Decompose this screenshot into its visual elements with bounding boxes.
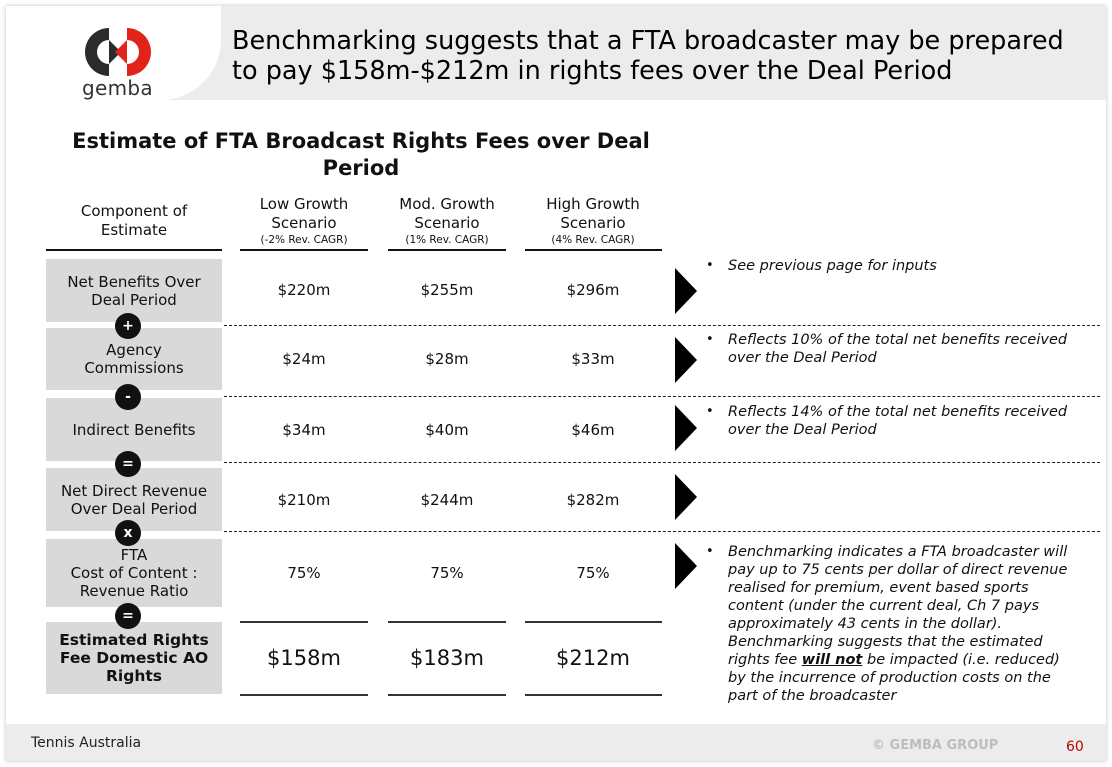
equals-operator-icon: = xyxy=(115,603,141,629)
dashed-divider xyxy=(224,325,1100,326)
arrow-icon xyxy=(675,543,697,589)
note-5: • Benchmarking indicates a FTA broadcaster will pay up to 75 cents per dollar of direct revenue realised for premium, event based sports content (under the current deal, Ch 7 pays approximately 43 cents in the dollar). Benchmarking suggests that the estimated rights fee will not be impacted (i.e. reduced) by the incurrence of production costs on the part of the broadcaster xyxy=(706,544,1068,704)
row-label-net-direct: Net Direct Revenue Over Deal Period xyxy=(46,468,222,531)
cell-value: $220m xyxy=(277,281,331,299)
arrow-icon xyxy=(675,405,697,451)
row-label-cost-ratio: FTA Cost of Content : Revenue Ratio xyxy=(46,539,222,607)
headline-line-1: Benchmarking suggests that a FTA broadcaster may be prepared xyxy=(232,26,1064,56)
headline-line-2: to pay $158m-$212m in rights fees over the Deal Period xyxy=(232,56,953,86)
cell-value: $33m xyxy=(571,350,615,368)
header-rule xyxy=(46,249,222,251)
row-label-estimated-rights: Estimated Rights Fee Domestic AO Rights xyxy=(46,622,222,694)
result-rule xyxy=(388,621,506,623)
note-2: • Reflects 10% of the total net benefits received over the Deal Period xyxy=(706,332,1068,366)
header-rule xyxy=(388,249,506,251)
footer-copyright: © GEMBA GROUP xyxy=(872,738,999,753)
cell-value: 75% xyxy=(287,564,321,582)
result-value-low: $158m xyxy=(267,646,341,670)
cell-value: 75% xyxy=(576,564,610,582)
result-value-high: $212m xyxy=(556,646,630,670)
column-header-mod: Mod. Growth Scenario (1% Rev. CAGR) xyxy=(399,195,495,246)
page-number: 60 xyxy=(1066,739,1084,755)
row-label-indirect: Indirect Benefits xyxy=(46,398,222,461)
dashed-divider xyxy=(224,531,1100,532)
logo-tab xyxy=(6,6,221,100)
column-header-component: Component of Estimate xyxy=(80,202,188,239)
cell-value: $24m xyxy=(282,350,326,368)
logo-text: gemba xyxy=(82,76,153,100)
note-1: • See previous page for inputs xyxy=(706,258,937,274)
page-title xyxy=(232,26,1106,86)
dashed-divider xyxy=(224,396,1100,397)
plus-operator-icon: + xyxy=(115,313,141,339)
cell-value: $255m xyxy=(420,281,474,299)
cell-value: $282m xyxy=(566,491,620,509)
note-3: • Reflects 14% of the total net benefits received over the Deal Period xyxy=(706,404,1068,438)
result-rule xyxy=(240,621,368,623)
result-value-mod: $183m xyxy=(410,646,484,670)
row-label-net-benefits: Net Benefits Over Deal Period xyxy=(46,259,222,322)
result-rule xyxy=(388,694,506,696)
cell-value: $34m xyxy=(282,421,326,439)
header-rule xyxy=(240,249,368,251)
cell-value: 75% xyxy=(430,564,464,582)
result-rule xyxy=(525,694,662,696)
column-header-high: High Growth Scenario (4% Rev. CAGR) xyxy=(546,195,640,246)
header-rule xyxy=(525,249,662,251)
multiply-operator-icon: x xyxy=(115,520,141,546)
footer-client: Tennis Australia xyxy=(31,735,142,751)
cell-value: $244m xyxy=(420,491,474,509)
slide xyxy=(6,6,1106,761)
cell-value: $296m xyxy=(566,281,620,299)
cell-value: $210m xyxy=(277,491,331,509)
cell-value: $40m xyxy=(425,421,469,439)
arrow-icon xyxy=(675,268,697,314)
column-header-low: Low Growth Scenario (-2% Rev. CAGR) xyxy=(259,195,349,246)
equals-operator-icon: = xyxy=(115,451,141,477)
gemba-logo-icon xyxy=(81,24,155,80)
row-label-agency: Agency Commissions xyxy=(46,328,222,390)
minus-operator-icon: - xyxy=(115,384,141,410)
result-rule xyxy=(525,621,662,623)
dashed-divider xyxy=(224,462,1100,463)
cell-value: $46m xyxy=(571,421,615,439)
arrow-icon xyxy=(675,337,697,383)
result-rule xyxy=(240,694,368,696)
arrow-icon xyxy=(675,474,697,520)
cell-value: $28m xyxy=(425,350,469,368)
table-title: Estimate of FTA Broadcast Rights Fees over Deal Period xyxy=(72,129,650,180)
